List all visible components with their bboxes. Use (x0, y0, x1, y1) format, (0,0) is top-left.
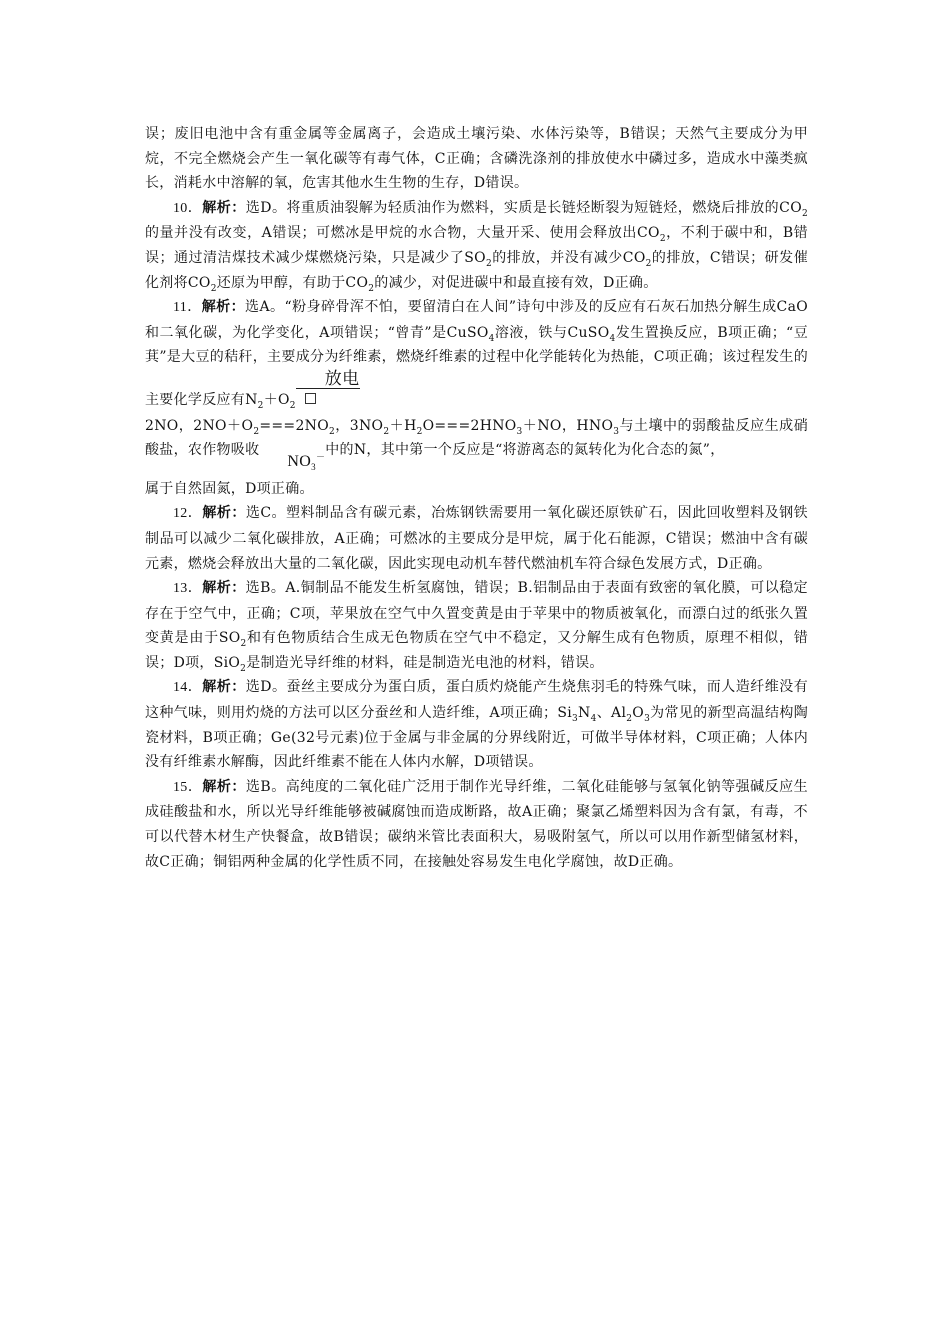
text-segment: 选D。蚕丝主要成分为蛋白质，蛋白质灼烧能产生烧焦羽毛的特殊气味，而人造纤维没有这种气味，则用灼烧的方法可以区分蚕丝和人造纤维，A项正确；Si (145, 679, 809, 722)
analysis-label: 解析： (202, 199, 246, 216)
analysis-label: 解析： (201, 299, 246, 316)
text-segment: 发生置换反应，B项正确；“豆萁”是大豆的秸秆，主要成分为纤维素，燃烧纤维素的过程中化学能转化为热能，C项正确；该过程发生的主要化学反应有N (145, 324, 808, 408)
placeholder-box-icon (305, 393, 316, 404)
text-segment: 选A。“粉身碎骨浑不怕，要留清白在人间”诗句中涉及的反应有石灰石加热分解生成CaO和二氧化碳，为化学变化，A项错误；“曾青”是CuSO (145, 299, 808, 341)
text-segment: 2NO，2NO＋O (145, 417, 254, 434)
analysis-label: 解析： (202, 778, 246, 795)
paragraph-10: 10．解析：选D。将重质油裂解为轻质油作为燃料，实质是长链烃断裂为短链烃，燃烧后排放的$CO_2$的量并没有改变，A错误；可燃冰是甲烷的水合物，大量开采、使用会释放出$CO_2$，不利于碳中和，B错误；通过清洁煤技术减少煤燃烧污染，只是减少了$SO_2$的排放，并没有减少$CO_2$的排放，C错误；研发催化剂将$CO_2$还原为甲醇，有助于$CO_2$的减少，对促进碳中和最直接有效，D正确。 (145, 199, 808, 294)
text-segment: O===2HNO (422, 417, 517, 434)
text-segment: 选D。将重质油裂解为轻质油作为燃料，实质是长链烃断裂为短链烃，燃烧后排放的CO (245, 199, 802, 216)
question-number: 11． (173, 300, 202, 316)
question-number: 15． (173, 779, 203, 795)
text-segment: 选C。塑料制品含有碳元素，冶炼钢铁需要用一氧化碳还原铁矿石，因此回收塑料及钢铁制品可以减少二氧化碳排放，A正确；可燃冰的主要成分是甲烷，属于化石能源，C错误；燃油中含有碳元素，燃烧会释放出大量的二氧化碳，因此实现电动机车替代燃油机车符合绿色发展方式，D正确。 (145, 505, 808, 572)
paragraph-9-continued (145, 122, 808, 196)
text-segment: ＋O (263, 391, 290, 408)
text-segment: 的排放，并没有减少CO (491, 249, 646, 266)
nitrate-formula: NO (287, 453, 312, 471)
text-segment: 与土壤中的弱酸盐反应生成硝酸盐，农作物吸收 (145, 417, 808, 459)
text-segment: 溶液，铁与CuSO (494, 324, 610, 341)
text-segment: 和有色物质结合生成无色物质在空气中不稳定，又分解生成有色物质，原理不相似，错误；D项，SiO (145, 630, 808, 671)
text-segment: 的减少，对促进碳中和最直接有效，D正确。 (374, 274, 658, 291)
text-segment: O (632, 705, 645, 722)
text-segment: 是制造光导纤维的材料，硅是制造光电池的材料，错误。 (246, 654, 604, 671)
text-segment: 的量并没有改变，A错误；可燃冰是甲烷的水合物，大量开采、使用会释放出CO (145, 225, 660, 242)
discharge-label: 放电 (296, 370, 361, 389)
answer-page (145, 122, 808, 874)
text-segment: N (578, 705, 591, 722)
analysis-label: 解析： (202, 505, 246, 522)
text-segment: ，3NO (335, 417, 384, 434)
text-segment: 还原为甲醇，有助于CO (216, 274, 369, 291)
paragraph-14: 14．解析：选D。蚕丝主要成分为蛋白质，蛋白质灼烧能产生烧焦羽毛的特殊气味，而人造纤维没有这种气味，则用灼烧的方法可以区分蚕丝和人造纤维，A项正确；$Si_3N_4$、$Al_2O_3$为常见的新型高温结构陶瓷材料，B项正确；Ge(32号元素)位于金属与非金属的分界线附近，可做半导体材料，C项正确；人体内没有纤维素水解酶，因此纤维素不能在人体内水解，D项错误。 (145, 679, 809, 771)
nitrate-ion: $NO_3^-$ (287, 451, 326, 473)
text-segment: ＋H (389, 417, 417, 434)
question-number: 13． (173, 581, 203, 597)
text-segment: 属于自然固氮，D项正确。 (145, 480, 314, 497)
paragraph-11: 11．解析：选A。“粉身碎骨浑不怕，要留清白在人间”诗句中涉及的反应有石灰石加热分解生成CaO和二氧化碳，为化学变化，A项错误；“曾青”是CuSO$_4$溶液，铁与CuSO$_4$发生置换反应，B项正确；“豆萁”是大豆的秸秆，主要成分为纤维素，燃烧纤维素的过程中化学能转化为热能，C项正确；该过程发生的主要化学反应有$N_2+O_2$ 放电 2NO，$2NO+O_2===2NO_2$，$3NO_2+H_2O===2HNO_3+NO$，$HNO_3$与土壤中的弱酸盐反应生成硝酸盐，农作物吸收$NO_3^-$中的N，其中第一个反应是“将游离态的氮转化为化合态的氮”， 属于自然固氮，D项正确。 (145, 299, 808, 497)
text-segment: 的排放，C错误；研发催化剂将CO (145, 249, 808, 291)
text-segment: 、Al (596, 705, 627, 722)
text-segment: 选B。高纯度的二氧化硅广泛用于制作光导纤维，二氧化硅能够与氢氧化钠等强碱反应生成硅酸盐和水，所以光导纤维能够被碱腐蚀而造成断路，故A正确；聚氯乙烯塑料因为含有氯，有毒，不可以代替木材生产快餐盒，故B错误；碳纳米管比表面积大，易吸附氢气，所以可以用作新型储氢材料，故C正确；铜铝两种金属的化学性质不同，在接触处容易发生电化学腐蚀，故D正确。 (145, 778, 808, 870)
paragraph-15 (145, 775, 808, 874)
text-segment: 选B。A.铜制品不能发生析氢腐蚀，错误；B.铝制品由于表面有致密的氧化膜，可以稳定存在于空气中，正确；C项，苹果放在空气中久置变黄是由于苹果中的物质被氧化，而漂白过的纸张久置变黄是由于SO (145, 580, 808, 647)
analysis-label: 解析： (202, 679, 246, 696)
reaction-condition (296, 370, 361, 414)
paragraph-text: 误；废旧电池中含有重金属等金属离子，会造成土壤污染、水体污染等，B错误；天然气主要成分为甲烷，不完全燃烧会产生一氧化碳等有毒气体，C正确；含磷洗涤剂的排放使水中磷过多，造成水中藻类疯长，消耗水中溶解的氧，危害其他水生生物的生存，D错误。 (145, 126, 808, 192)
paragraph-12 (145, 501, 808, 576)
text-segment: 为常见的新型高温结构陶瓷材料，B项正确；Ge(32号元素)位于金属与非金属的分界线附近，可做半导体材料，C项正确；人体内没有纤维素水解酶，因此纤维素不能在人体内水解，D项错误。 (145, 705, 808, 771)
analysis-label: 解析： (202, 580, 246, 597)
question-number: 12． (173, 506, 203, 522)
text-segment: ，不利于碳中和，B错误；通过清洁煤技术减少煤燃烧污染，只是减少了SO (145, 225, 808, 266)
text-segment: ===2NO (259, 417, 329, 434)
question-number: 14． (173, 680, 203, 696)
text-segment: 中的N，其中第一个反应是“将游离态的氮转化为化合态的氮”， (325, 442, 725, 459)
paragraph-13: 13．解析：选B。A.铜制品不能发生析氢腐蚀，错误；B.铝制品由于表面有致密的氧化膜，可以稳定存在于空气中，正确；C项，苹果放在空气中久置变黄是由于苹果中的物质被氧化，而漂白过的纸张久置变黄是由于$SO_2$和有色物质结合生成无色物质在空气中不稳定，又分解生成有色物质，原理不相似，错误；D项，SiO$_2$是制造光导纤维的材料，硅是制造光电池的材料，错误。 (145, 580, 808, 674)
text-segment: ＋NO，HNO (522, 417, 614, 434)
question-number: 10． (173, 200, 203, 216)
